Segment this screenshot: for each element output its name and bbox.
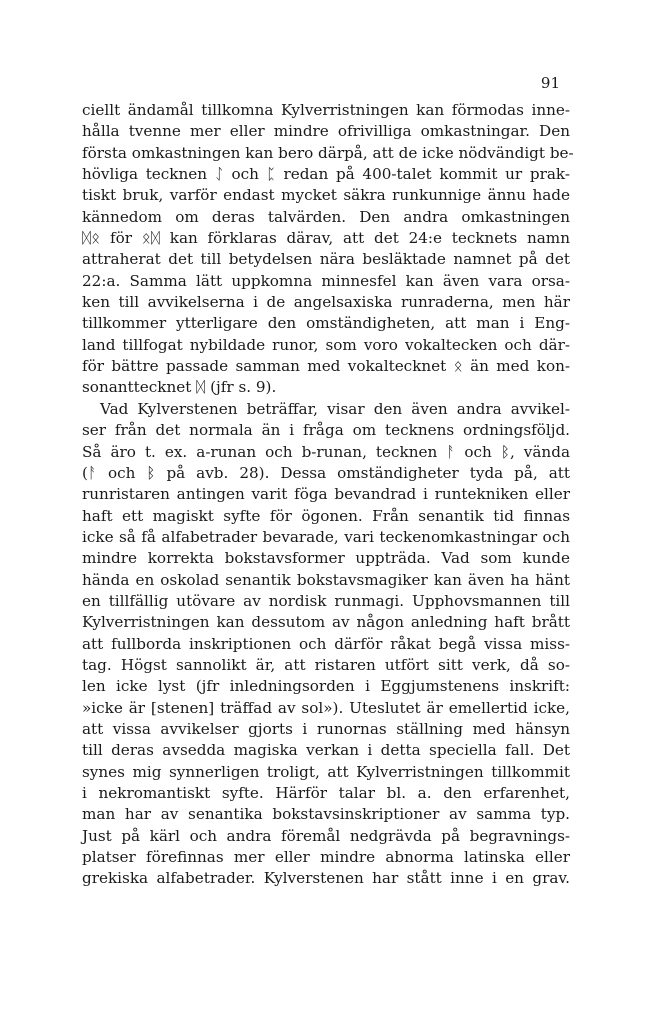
text-line: man har av senantika bokstavsinskriptioner av samma typ. bbox=[82, 805, 570, 824]
text-line: platser förefinnas mer eller mindre abnorma latinska eller bbox=[82, 848, 570, 867]
text-line: första omkastningen kan bero därpå, att de icke nödvändigt be- bbox=[82, 143, 574, 162]
text-line: i nekromantiskt syfte. Härför talar bl. a. den erfarenhet, bbox=[82, 784, 570, 802]
text-line: icke så få alfabetrader bevarade, vari teckenomkastningar och bbox=[82, 527, 570, 546]
text-line: »icke är [stenen] träffad av sol»). Uteslutet är emellertid icke, bbox=[82, 698, 570, 717]
text-line: Just på kärl och andra föremål nedgrävda på begravnings- bbox=[82, 826, 570, 845]
page-number: 91 bbox=[540, 74, 560, 92]
text-line: 22:a. Samma lätt uppkomna minnesfel kan även vara orsa- bbox=[82, 271, 570, 290]
text-line: kännedom om deras talvärden. Den andra omkastningen bbox=[82, 207, 570, 226]
text-line: en tillfällig utövare av nordisk runmagi. Upphovsmannen till bbox=[82, 591, 570, 610]
text-line-paragraph-end: sonanttecknet ᛞ (jfr s. 9). bbox=[82, 378, 277, 397]
text-line: hända en oskolad senantik bokstavsmagiker kan även ha hänt bbox=[82, 570, 570, 589]
text-line: ᛞᛟ för ᛟᛞ kan förklaras därav, att det 24:e tecknets namn bbox=[82, 229, 570, 248]
text-line: hövliga tecknen ᛇ och ᛈ redan på 400-talet kommit ur prak- bbox=[82, 165, 570, 184]
text-line: till deras avsedda magiska verkan i detta speciella fall. Det bbox=[82, 741, 570, 760]
text-line: land tillfogat nybildade runor, som voro vokaltecken och där- bbox=[82, 335, 570, 354]
text-line: runristaren antingen varit föga bevandrad i runtekniken eller bbox=[82, 485, 570, 504]
text-line-paragraph-start: Vad Kylverstenen beträffar, visar den även andra avvikel- bbox=[100, 399, 570, 418]
text-line: tiskt bruk, varför endast mycket säkra runkunnige ännu hade bbox=[82, 186, 570, 205]
text-line: tillkommer ytterligare den omständigheten, att man i Eng- bbox=[82, 314, 570, 333]
text-line: ser från det normala än i fråga om tecknens ordningsföljd. bbox=[82, 421, 570, 440]
text-line: len icke lyst (jfr inledningsorden i Eggjumstenens inskrift: bbox=[82, 677, 570, 696]
body-text bbox=[82, 100, 574, 890]
text-line: att fullborda inskriptionen och därför råkat begå vissa miss- bbox=[82, 634, 570, 653]
text-line: synes mig synnerligen troligt, att Kylverristningen tillkommit bbox=[82, 762, 570, 781]
text-line: för bättre passade samman med vokaltecknet ᛟ än med kon- bbox=[82, 357, 570, 376]
text-line: Kylverristningen kan dessutom av någon anledning haft brått bbox=[82, 613, 570, 632]
text-line: Så äro t. ex. a-runan och b-runan, tecknen ᚨ och ᛒ, vända bbox=[82, 442, 570, 461]
text-line: haft ett magiskt syfte för ögonen. Från senantik tid finnas bbox=[82, 506, 570, 525]
text-line: tag. Högst sannolikt är, att ristaren utfört sitt verk, då so- bbox=[82, 655, 570, 674]
text-line: hålla tvenne mer eller mindre ofrivilliga omkastningar. Den bbox=[82, 122, 570, 141]
text-line-final: grekiska alfabetrader. Kylverstenen har stått inne i en grav. bbox=[82, 869, 570, 888]
text-line: attraherat det till betydelsen nära besläktade namnet på det bbox=[82, 250, 570, 269]
text-line: mindre korrekta bokstavsformer uppträda. Vad som kunde bbox=[82, 549, 570, 568]
text-line: att vissa avvikelser gjorts i runornas ställning med hänsyn bbox=[82, 719, 570, 738]
text-line: ken till avvikelserna i de angelsaxiska runraderna, men här bbox=[82, 293, 570, 312]
text-line: ciellt ändamål tillkomna Kylverristningen kan förmodas inne- bbox=[82, 101, 570, 119]
text-line: (ᚨ och ᛒ på avb. 28). Dessa omständigheter tyda på, att bbox=[82, 463, 570, 482]
